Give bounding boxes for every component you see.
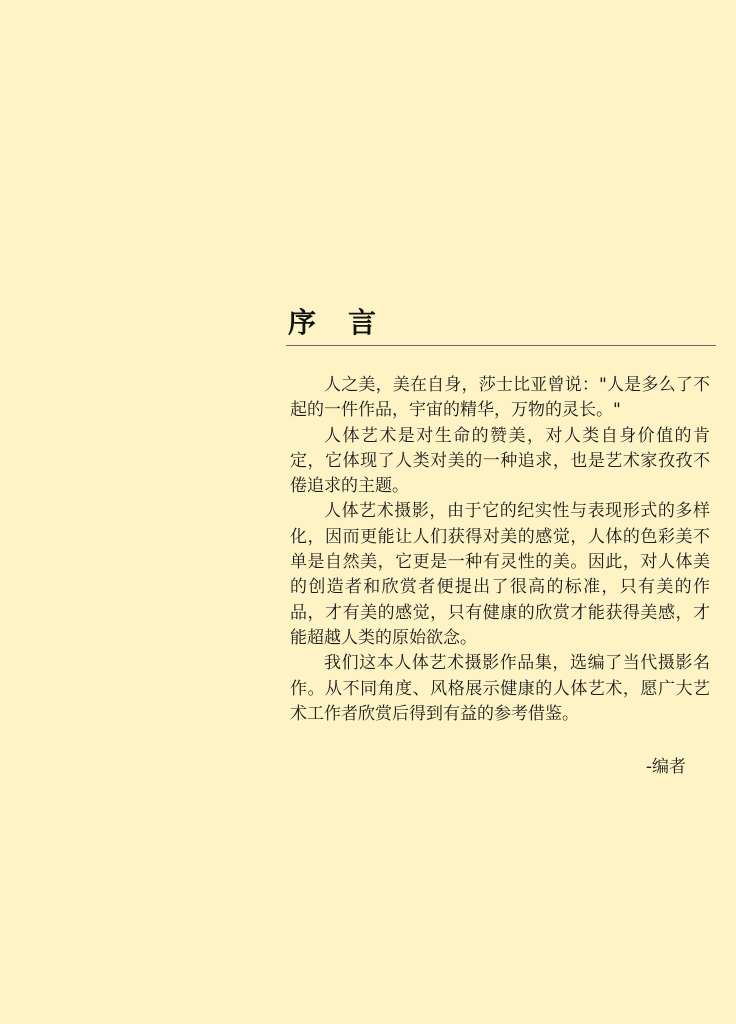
page-title: 序言 [288, 306, 409, 339]
paragraph-3: 人体艺术摄影，由于它的纪实性与表现形式的多样化，因而更能让人们获得对美的感觉，人体的色彩美不单是自然美，它更是一种有灵性的美。因此，对人体美的创造者和欣赏者便提出了很高的标准，只有美的作品，才有美的感觉，只有健康的欣赏才能获得美感，才能超越人类的原始欲念。 [290, 501, 710, 648]
paragraph-2: 人体艺术是对生命的赞美，对人类自身价值的肯定，它体现了人类对美的一种追求，也是艺术家孜孜不倦追求的主题。 [290, 425, 710, 497]
paragraph-1: 人之美，美在自身，莎士比亚曾说："人是多么了不起的一件作品，宇宙的精华，万物的灵长。" [290, 375, 710, 421]
title-divider [286, 345, 716, 346]
editor-signature: -编者 [645, 757, 686, 777]
paragraph-4: 我们这本人体艺术摄影作品集，选编了当代摄影名作。从不同角度、风格展示健康的人体艺术，愿广大艺术工作者欣赏后得到有益的参考借鉴。 [290, 653, 710, 724]
preface-body [290, 373, 710, 727]
